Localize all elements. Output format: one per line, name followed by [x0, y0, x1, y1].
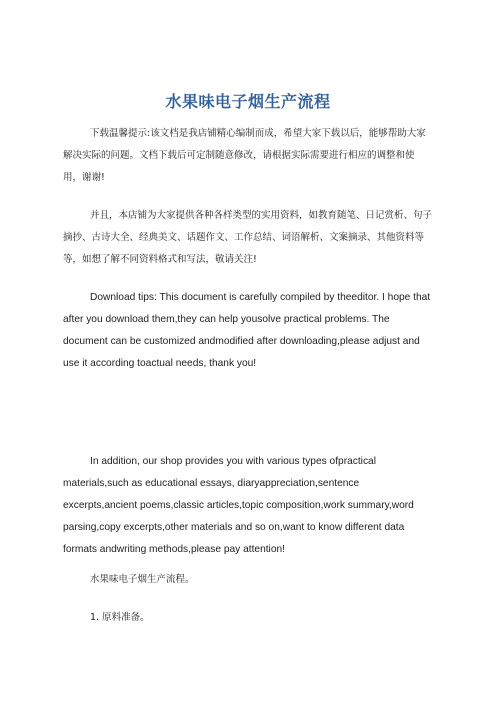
- shop-intro-paragraph-en: In addition, our shop provides you with various types ofpractical materials,such as educational essays, diaryappreciation,sentence excerpts,ancient poems,classic articles,topic composition,work summary,word parsing,copy excerpts,other materials and so on,want to know different data formats andwriting methods,please pay attention!: [63, 456, 414, 555]
- process-heading-line: 水果味电子烟生产流程。: [90, 574, 195, 585]
- download-tip-paragraph-cn: 下载温馨提示:该文档是我店铺精心编制而成，希望大家下载以后，能够帮助大家解决实际的问题。文档下载后可定制随意修改，请根据实际需要进行相应的调整和使用，谢谢!: [63, 128, 426, 183]
- shop-intro-paragraph-cn: 并且，本店铺为大家提供各种各样类型的实用资料，如教育随笔、日记赏析、句子摘抄、古诗大全、经典美文、话题作文、工作总结、词语解析、文案摘录、其他资料等等，如想了解不同资料格式和写法，敬请关注!: [63, 210, 433, 265]
- download-tip-paragraph-en: Download tips: This document is carefully compiled by theeditor. I hope that after you download them,they can help yousolve practical problems. The document can be customized andmodified after downloading,please adjust and use it according toactual needs, thank you!: [63, 292, 431, 369]
- document-title: 水果味电子烟生产流程: [165, 92, 331, 111]
- step-1-heading: 1. 原料准备。: [90, 612, 150, 623]
